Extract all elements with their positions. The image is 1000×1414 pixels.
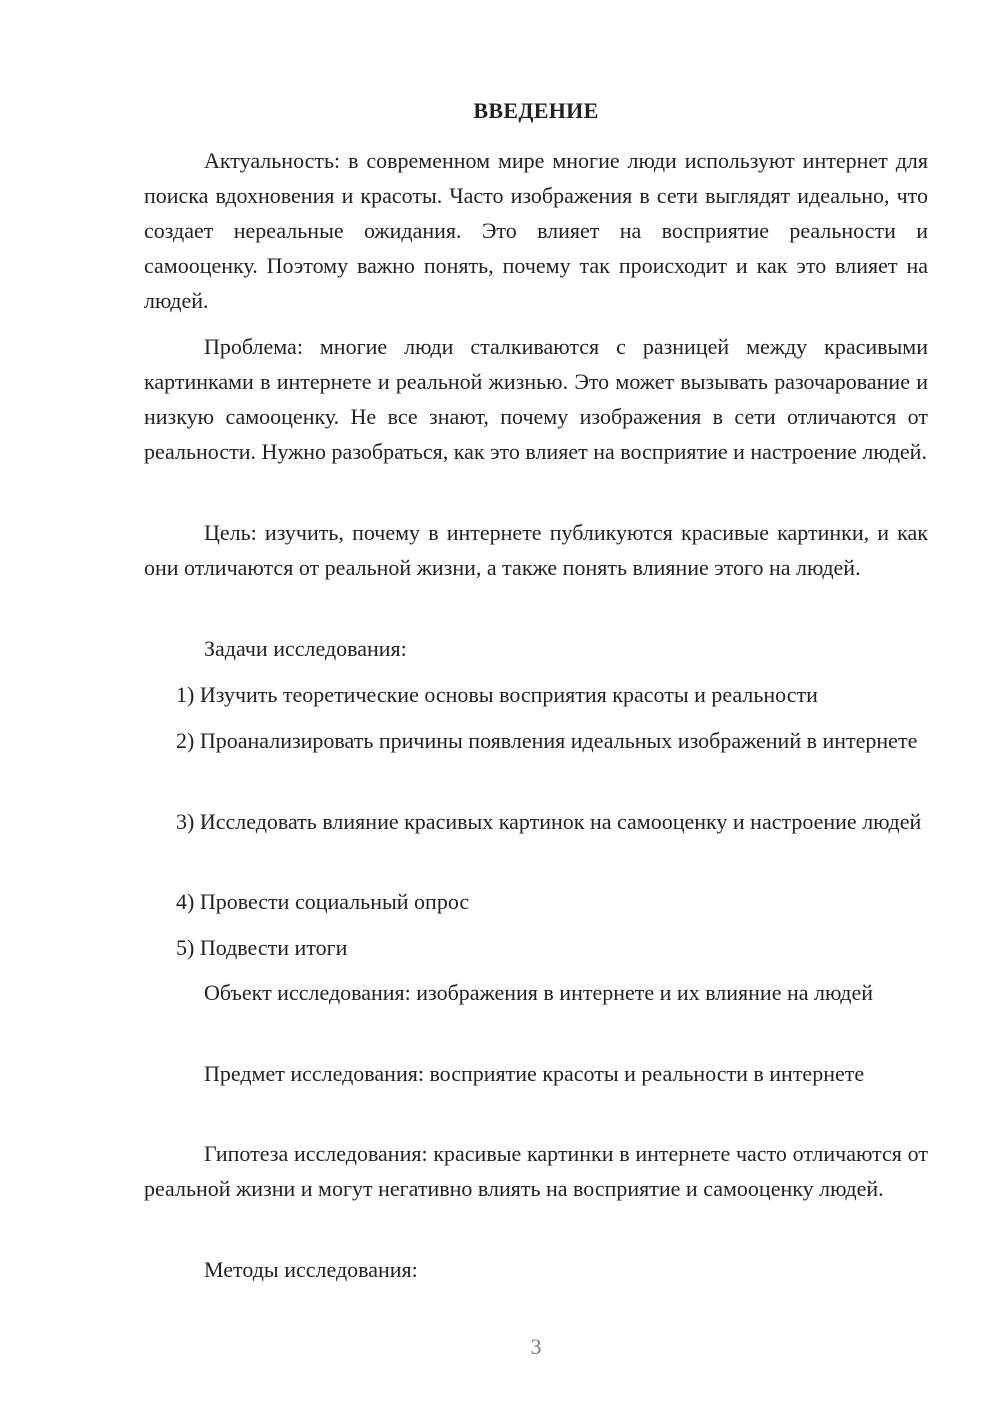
task-item-3: 3) Исследовать влияние красивых картинок на самооценку и настроение людей (176, 809, 922, 834)
task-item-4: 4) Провести социальный опрос (176, 889, 470, 914)
paragraph-object: Объект исследования: изображения в интернете и их влияние на людей (204, 980, 874, 1005)
paragraph-goal: Цель: изучить, почему в интернете публикуются красивые картинки, и как они отличаются от реальной жизни, а также понять влияние этого на людей. (144, 520, 928, 580)
tasks-heading: Задачи исследования: (204, 636, 407, 661)
paragraph-subject: Предмет исследования: восприятие красоты и реальности в интернете (204, 1061, 865, 1086)
task-item-2: 2) Проанализировать причины появления идеальных изображений в интернете (176, 728, 918, 753)
page-number: 3 (530, 1334, 542, 1359)
task-item-5: 5) Подвести итоги (176, 935, 348, 960)
paragraph-problem: Проблема: многие люди сталкиваются с разницей между красивыми картинками в интернете и реальной жизнью. Это может вызывать разочарование и низкую самооценку. Не все знают, почему изображения в сети отличаются от реальности. Нужно разобраться, как это влияет на восприятие и настроение людей. (144, 334, 928, 464)
methods-heading: Методы исследования: (204, 1257, 418, 1282)
section-title: ВВЕДЕНИЕ (473, 98, 599, 123)
paragraph-hypothesis: Гипотеза исследования: красивые картинки в интернете часто отличаются от реальной жизни и могут негативно влиять на восприятие и самооценку людей. (144, 1141, 928, 1201)
paragraph-relevance: Актуальность: в современном мире многие люди используют интернет для поиска вдохновения и красоты. Часто изображения в сети выглядят идеально, что создает нереальные ожидания. Это влияет на восприятие реальности и самооценку. Поэтому важно понять, почему так происходит и как это влияет на людей. (144, 148, 928, 313)
task-item-1: 1) Изучить теоретические основы восприятия красоты и реальности (176, 682, 818, 707)
